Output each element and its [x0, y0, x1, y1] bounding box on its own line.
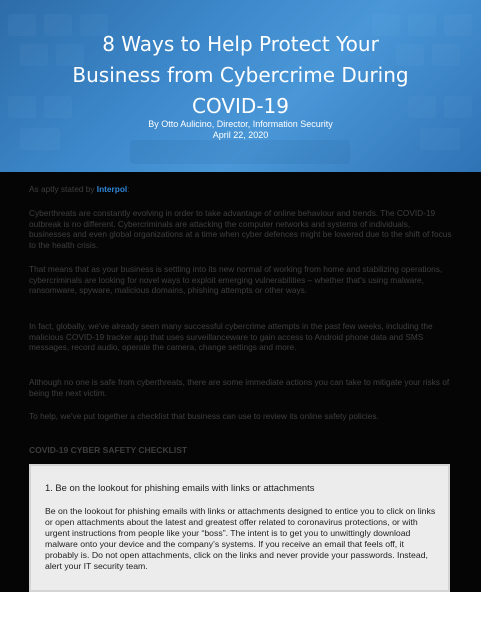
intro-line — [29, 184, 454, 195]
intro-suffix: : — [127, 184, 130, 194]
publish-date: April 22, 2020 — [212, 130, 269, 140]
title-line-2: Business from Cybercrime During — [72, 63, 409, 87]
article-body — [0, 172, 481, 592]
title-line-3: COVID-19 — [191, 94, 289, 118]
interpol-link[interactable]: Interpol — [96, 184, 128, 194]
paragraph-2: That means that as your business is settling into its new normal of working from home and stabilizing operations, cybercriminals are looking for novel ways to exploit emerging vulnerabilities – whether that's using malware, ransomware, spyware, malicious domains, phishing attempts or other ways. — [29, 264, 443, 296]
intro-prefix: As aptly stated by — [29, 184, 97, 194]
paragraph-5: To help, we've put together a checklist that business can use to review its online safety policies. — [29, 411, 379, 421]
checklist-heading: COVID-19 CYBER SAFETY CHECKLIST — [29, 445, 188, 455]
checklist-item-card — [29, 464, 450, 592]
header-banner — [0, 0, 481, 172]
checklist-item-title: 1. Be on the lookout for phishing emails with links or attachments — [45, 482, 315, 493]
title-line-1: 8 Ways to Help Protect Your — [102, 32, 379, 56]
paragraph-1: Cyberthreats are constantly evolving in order to take advantage of online behaviour and trends. The COVID-19 outbreak is no different. Cybercriminals are attacking the computer networks and systems of individuals, businesses and even global organizations at a time when cyber defences might be lowered due to the shift of focus to the health crisis. — [29, 208, 452, 250]
document-title — [14, 29, 467, 122]
paragraph-4: Although no one is safe from cyberthreats, there are some immediate actions you can take to mitigate your risks of being the next victim. — [29, 377, 450, 398]
paragraph-3: In fact, globally, we've already seen many successful cybercrime attempts in the past few weeks, including the malicious COVID-19 tracker app that uses surveillanceware to gain access to Android phone data and SMS messages, record audio, operate the camera, change settings and more. — [29, 321, 433, 353]
checklist-item-body: Be on the lookout for phishing emails with links or attachments designed to entice you to click on links or open attachments about the latest and greatest offer related to coronavirus protections, or with urgent instructions from people like your “boss”. The intent is to get you to unwittingly download malware onto your device and the company’s systems. If you receive an email that feels off, it probably is. Do not open attachments, click on the links and never provide your passwords. Instead, alert your IT security team. — [45, 506, 436, 572]
byline — [0, 119, 481, 141]
author-line: By Otto Aulicino, Director, Information Security — [148, 119, 333, 129]
